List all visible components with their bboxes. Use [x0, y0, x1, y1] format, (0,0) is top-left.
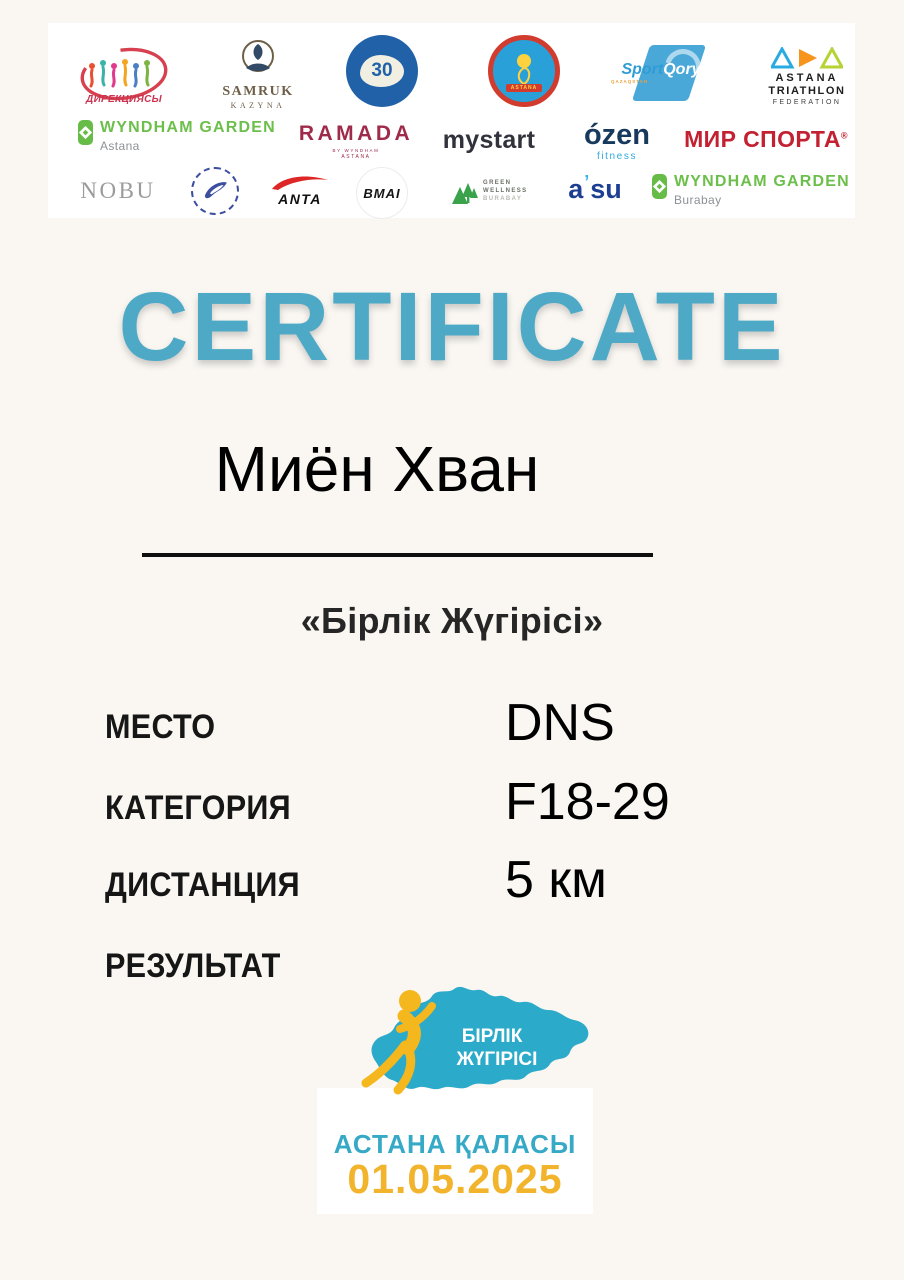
sponsor-label: ANTA — [278, 191, 322, 207]
sponsor-sublabel: QAZAQSTAN — [611, 79, 649, 84]
sponsor-logo-wyndham-garden-astana — [78, 119, 274, 163]
sponsor-label: NOBU — [80, 178, 156, 203]
sponsor-sublabel: FEDERATION — [772, 98, 842, 106]
sponsor-logo-anniversary-seal — [346, 35, 418, 107]
field-value-category: F18-29 — [505, 773, 670, 831]
sponsor-location: Burabay — [674, 193, 722, 207]
sponsor-location: Astana — [100, 139, 140, 153]
sponsor-logo-panel — [48, 23, 855, 218]
sponsor-label: a — [568, 173, 584, 204]
event-logo-text-line2: ЖҮГІРІСІ — [456, 1049, 538, 1070]
certificate-title: CERTIFICATE — [118, 272, 786, 381]
sponsor-label: GREEN — [483, 179, 512, 186]
sponsor-logo-mir-sporta — [684, 123, 848, 155]
sponsor-sublabel: BURABAY — [483, 196, 523, 203]
sponsor-label: mystart — [442, 125, 536, 154]
footer-city: АСТАНА ҚАЛАСЫ — [333, 1129, 577, 1159]
anta-swoosh-icon — [270, 173, 330, 190]
sponsor-label: Qory — [663, 61, 701, 78]
samruk-emblem-icon — [238, 38, 278, 82]
field-label-place: МЕСТО — [105, 708, 216, 746]
field-value-distance: 5 км — [505, 851, 607, 909]
joma-swoosh-icon — [198, 174, 232, 208]
field-value-place: DNS — [505, 694, 615, 752]
sponsor-label: ДИРЕКЦИЯСЫ — [86, 93, 162, 105]
sponsor-label: SAMRUK — [222, 84, 294, 99]
sponsor-logo-nobu — [78, 171, 158, 211]
sponsor-label: WYNDHAM GARDEN — [100, 119, 276, 136]
sponsor-logo-astana-city-seal — [488, 35, 560, 107]
event-logo-text-line1: БІРЛІК — [461, 1026, 523, 1047]
kazakhstan-map-icon — [360, 55, 404, 87]
sponsor-sublabel: ASTANA — [341, 154, 371, 160]
astana-seal-banner: ASTANA — [506, 84, 542, 92]
event-logo-kazakhstan-map — [346, 984, 598, 1112]
sponsor-logo-wyndham-garden-burabay — [652, 173, 848, 217]
sponsor-label: ASTANA — [775, 71, 839, 84]
forest-mountain-icon — [448, 175, 478, 207]
sponsor-logo-bmai — [356, 167, 408, 219]
sponsor-logo-ozen-fitness — [574, 117, 660, 165]
sponsor-logo-sport-qory — [606, 41, 716, 105]
anniversary-number: 30 — [371, 60, 393, 81]
sponsor-logo-green-wellness-burabay — [448, 169, 540, 213]
sponsor-label: WELLNESS — [483, 187, 528, 194]
sponsor-logo-sports-directorate — [76, 35, 172, 115]
field-label-distance: ДИСТАНЦИЯ — [105, 866, 300, 904]
sponsor-logo-astana-triathlon-federation — [762, 37, 852, 115]
name-underline — [142, 553, 653, 557]
sponsor-sublabel: fitness — [596, 150, 638, 162]
sponsor-sublabel: BY WYNDHAM — [332, 148, 380, 153]
event-name: «Бірлік Жүгірісі» — [300, 600, 604, 641]
sponsor-sublabel: KAZYNA — [230, 101, 286, 110]
sponsor-label: BMAI — [363, 185, 401, 201]
registered-mark: ® — [840, 129, 848, 140]
field-label-category: КАТЕГОРИЯ — [105, 789, 291, 827]
sponsor-label: RAMADA — [298, 122, 414, 145]
sponsor-label: Sport — [621, 61, 664, 78]
sponsor-label: МИР СПОРТА — [684, 125, 841, 152]
sponsor-label: WYNDHAM GARDEN — [674, 173, 850, 190]
sponsor-logo-mystart — [436, 123, 542, 157]
astana-emblem-icon — [511, 52, 537, 86]
sponsor-logo-anta — [268, 169, 332, 211]
sponsor-logo-ramada — [298, 121, 414, 161]
sponsor-logo-samruk-kazyna — [220, 31, 296, 117]
wyndham-diamond-icon — [78, 120, 93, 145]
sponsor-logo-joma — [191, 167, 239, 215]
triathlon-triangles-icon — [771, 47, 843, 69]
sponsor-label: TRIATHLON — [768, 84, 846, 97]
wyndham-diamond-icon — [652, 174, 667, 199]
sponsor-label: ózen — [583, 118, 651, 151]
asu-drop-accent: ’ — [584, 171, 590, 192]
sponsor-label: su — [590, 173, 622, 204]
footer-date: 01.05.2025 — [347, 1156, 563, 1202]
participant-name: Миён Хван — [214, 433, 540, 505]
field-label-result: РЕЗУЛЬТАТ — [105, 947, 281, 985]
sponsor-logo-asu — [566, 171, 624, 207]
